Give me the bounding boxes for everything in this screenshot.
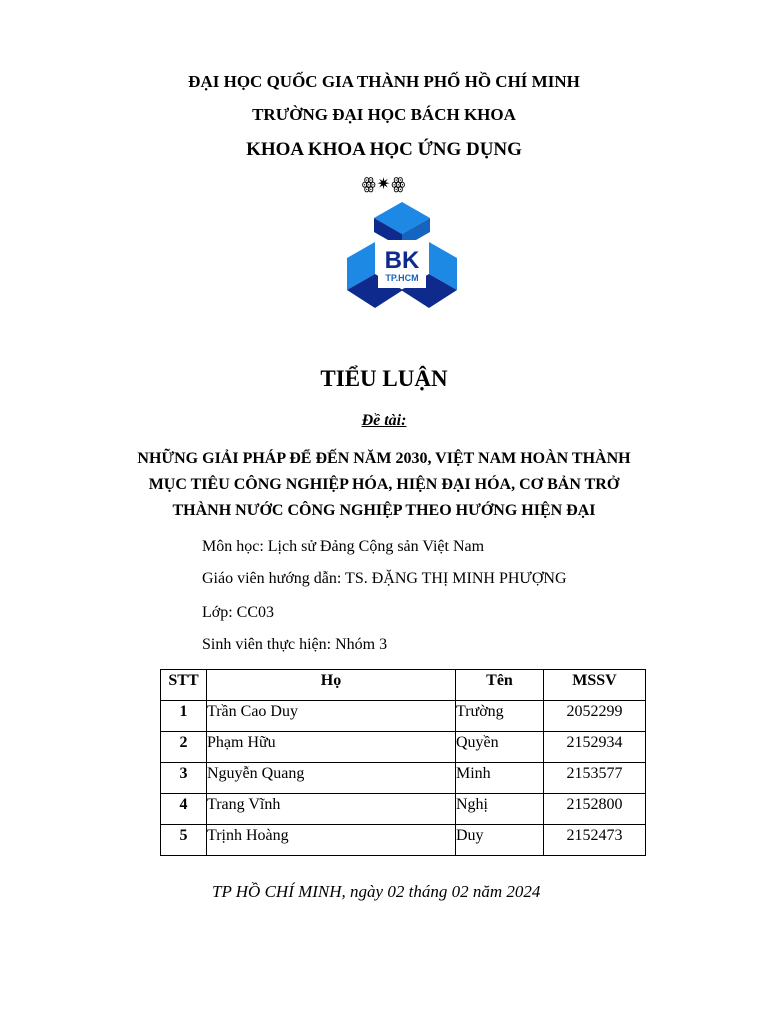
cell-mssv: 2152934 — [544, 732, 646, 763]
cell-ho: Trịnh Hoàng — [207, 825, 456, 856]
table-row — [161, 732, 646, 763]
cell-ho: Nguyễn Quang — [207, 763, 456, 794]
cell-ten: Duy — [456, 825, 544, 856]
instructor-info: Giáo viên hướng dẫn: TS. ĐẶNG THỊ MINH PHƯỢNG — [202, 570, 567, 587]
topic-heading — [0, 446, 768, 524]
course-info: Môn học: Lịch sử Đảng Cộng sản Việt Nam — [202, 538, 485, 555]
cell-stt: 4 — [161, 794, 207, 825]
cell-mssv: 2052299 — [544, 701, 646, 732]
university-name: ĐẠI HỌC QUỐC GIA THÀNH PHỐ HỒ CHÍ MINH — [188, 72, 580, 91]
header-stt: STT — [161, 670, 207, 701]
table-row — [161, 794, 646, 825]
topic-line: THÀNH NƯỚC CÔNG NGHIỆP THEO HƯỚNG HIỆN ĐẠI — [172, 502, 596, 519]
logo-text-bk: BK — [384, 247, 420, 274]
bk-logo — [345, 200, 459, 312]
group-info: Sinh viên thực hiện: Nhóm 3 — [202, 636, 388, 653]
cell-ten: Quyền — [456, 732, 544, 763]
members-table — [160, 669, 646, 856]
table-row — [161, 763, 646, 794]
cell-ten: Nghị — [456, 794, 544, 825]
cell-stt: 2 — [161, 732, 207, 763]
cell-mssv: 2152473 — [544, 825, 646, 856]
header-ho: Họ — [207, 670, 456, 701]
table-header-row — [161, 670, 646, 701]
cell-ten: Minh — [456, 763, 544, 794]
cell-ho: Phạm Hữu — [207, 732, 456, 763]
logo-text-city: TP.HCM — [385, 273, 419, 283]
cell-stt: 5 — [161, 825, 207, 856]
cell-ho: Trần Cao Duy — [207, 701, 456, 732]
topic-line: NHỮNG GIẢI PHÁP ĐỂ ĐẾN NĂM 2030, VIỆT NAM HOÀN THÀNH — [137, 450, 631, 467]
faculty-name: KHOA KHOA HỌC ỨNG DỤNG — [246, 139, 522, 160]
table-row — [161, 701, 646, 732]
header-ten: Tên — [456, 670, 544, 701]
cell-ho: Trang Vĩnh — [207, 794, 456, 825]
cell-stt: 3 — [161, 763, 207, 794]
cell-ten: Trường — [456, 701, 544, 732]
place-date-footer: TP HỒ CHÍ MINH, ngày 02 tháng 02 năm 2024 — [212, 882, 541, 901]
header-mssv: MSSV — [544, 670, 646, 701]
ornament-divider: ꙮ✷ꙮ — [361, 176, 407, 193]
document-title: TIỂU LUẬN — [320, 366, 448, 391]
topic-line: MỤC TIÊU CÔNG NGHIỆP HÓA, HIỆN ĐẠI HÓA, CƠ BẢN TRỞ — [148, 476, 620, 493]
table-row — [161, 825, 646, 856]
subject-label: Đề tài: — [361, 412, 407, 429]
class-info: Lớp: CC03 — [202, 604, 275, 621]
school-name: TRƯỜNG ĐẠI HỌC BÁCH KHOA — [252, 105, 516, 124]
cell-mssv: 2152800 — [544, 794, 646, 825]
cell-mssv: 2153577 — [544, 763, 646, 794]
cell-stt: 1 — [161, 701, 207, 732]
